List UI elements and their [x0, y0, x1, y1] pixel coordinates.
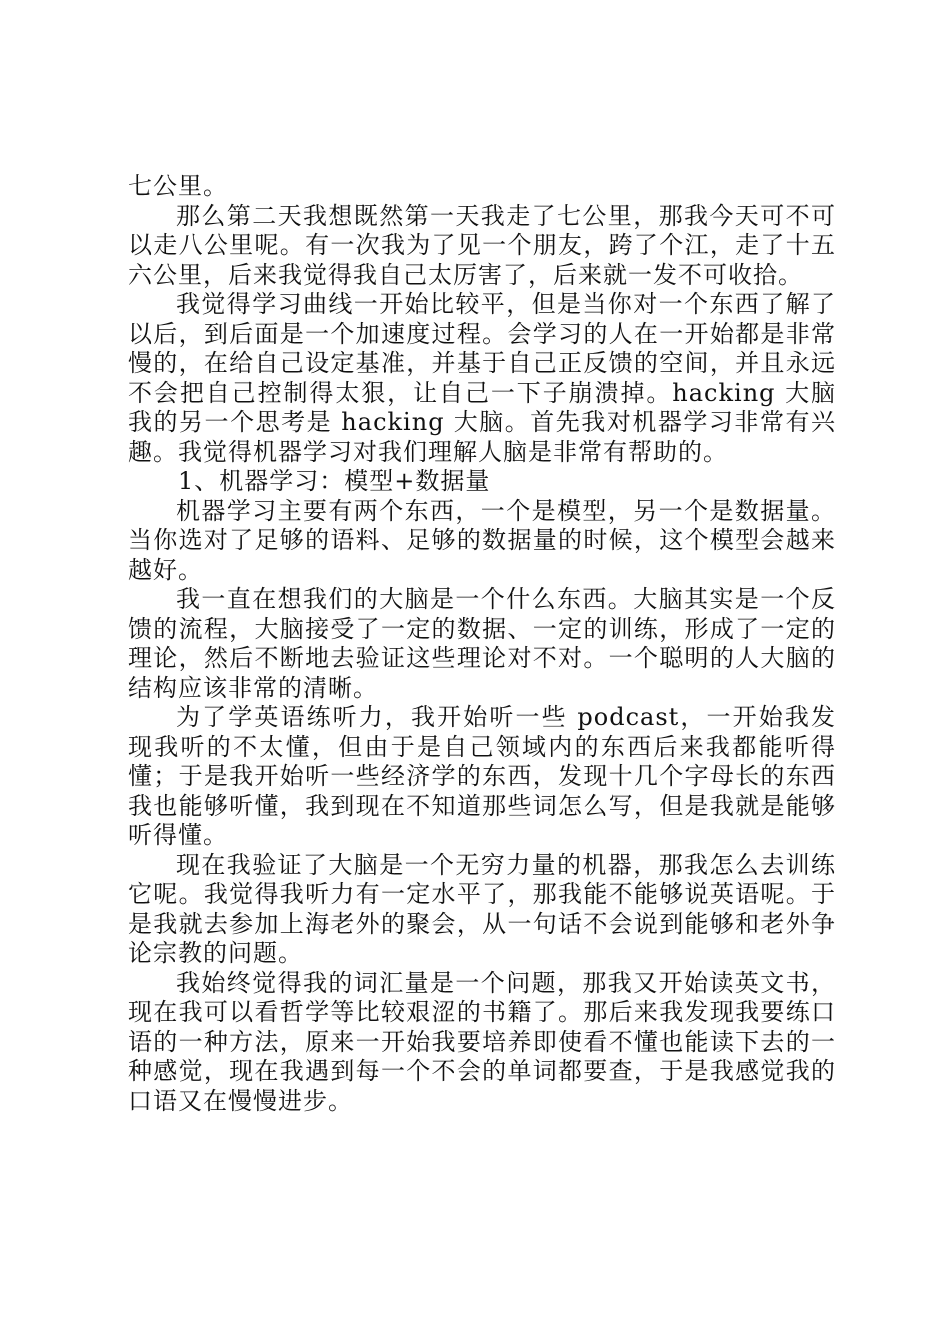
paragraph-vocabulary: 我始终觉得我的词汇量是一个问题，那我又开始读英文书，现在我可以看哲学等比较艰涩的书籍了。那后来我发现我要练口语的一种方法，原来一开始我要培养即使看不懂也能读下去的一种感觉，现在我遇到每一个不会的单词都要查，于是我感觉我的口语又在慢慢进步。	[128, 968, 836, 1115]
document-body	[128, 172, 836, 1116]
section-heading-machine-learning: 1、机器学习：模型+数据量	[178, 467, 491, 495]
paragraph-brain: 我一直在想我们的大脑是一个什么东西。大脑其实是一个反馈的流程，大脑接受了一定的数据、一定的训练，形成了一定的理论，然后不断地去验证这些理论对不对。一个聪明的人大脑的结构应该非常的清晰。	[128, 585, 836, 702]
paragraph-walking: 那么第二天我想既然第一天我走了七公里，那我今天可不可以走八公里呢。有一次我为了见一个朋友，跨了个江，走了十五六公里，后来我觉得我自己太厉害了，后来就一发不可收拾。	[128, 201, 836, 289]
paragraph-learning-curve: 我觉得学习曲线一开始比较平，但是当你对一个东西了解了以后，到后面是一个加速度过程。会学习的人在一开始都是非常慢的，在给自己设定基准，并基于自己正反馈的空间，并且永远不会把自己控制得太狠，让自己一下子崩溃掉。hacking 大脑我的另一个思考是 hacking 大脑。首先我对机器学习非常有兴趣。我觉得机器学习对我们理解人脑是非常有帮助的。	[128, 290, 836, 466]
paragraph-continuation: 七公里。	[128, 172, 228, 200]
paragraph-listening: 为了学英语练听力，我开始听一些 podcast，一开始我发现我听的不太懂，但由于是自己领域内的东西后来我都能听得懂；于是我开始听一些经济学的东西，发现十几个字母长的东西我也能够听懂，我到现在不知道那些词怎么写，但是我就是能够听得懂。	[128, 703, 836, 849]
paragraph-speaking: 现在我验证了大脑是一个无穷力量的机器，那我怎么去训练它呢。我觉得我听力有一定水平了，那我能不能够说英语呢。于是我就去参加上海老外的聚会，从一句话不会说到能够和老外争论宗教的问题。	[128, 850, 836, 967]
paragraph-model-data: 机器学习主要有两个东西，一个是模型，另一个是数据量。当你选对了足够的语料、足够的数据量的时候，这个模型会越来越好。	[128, 496, 836, 584]
